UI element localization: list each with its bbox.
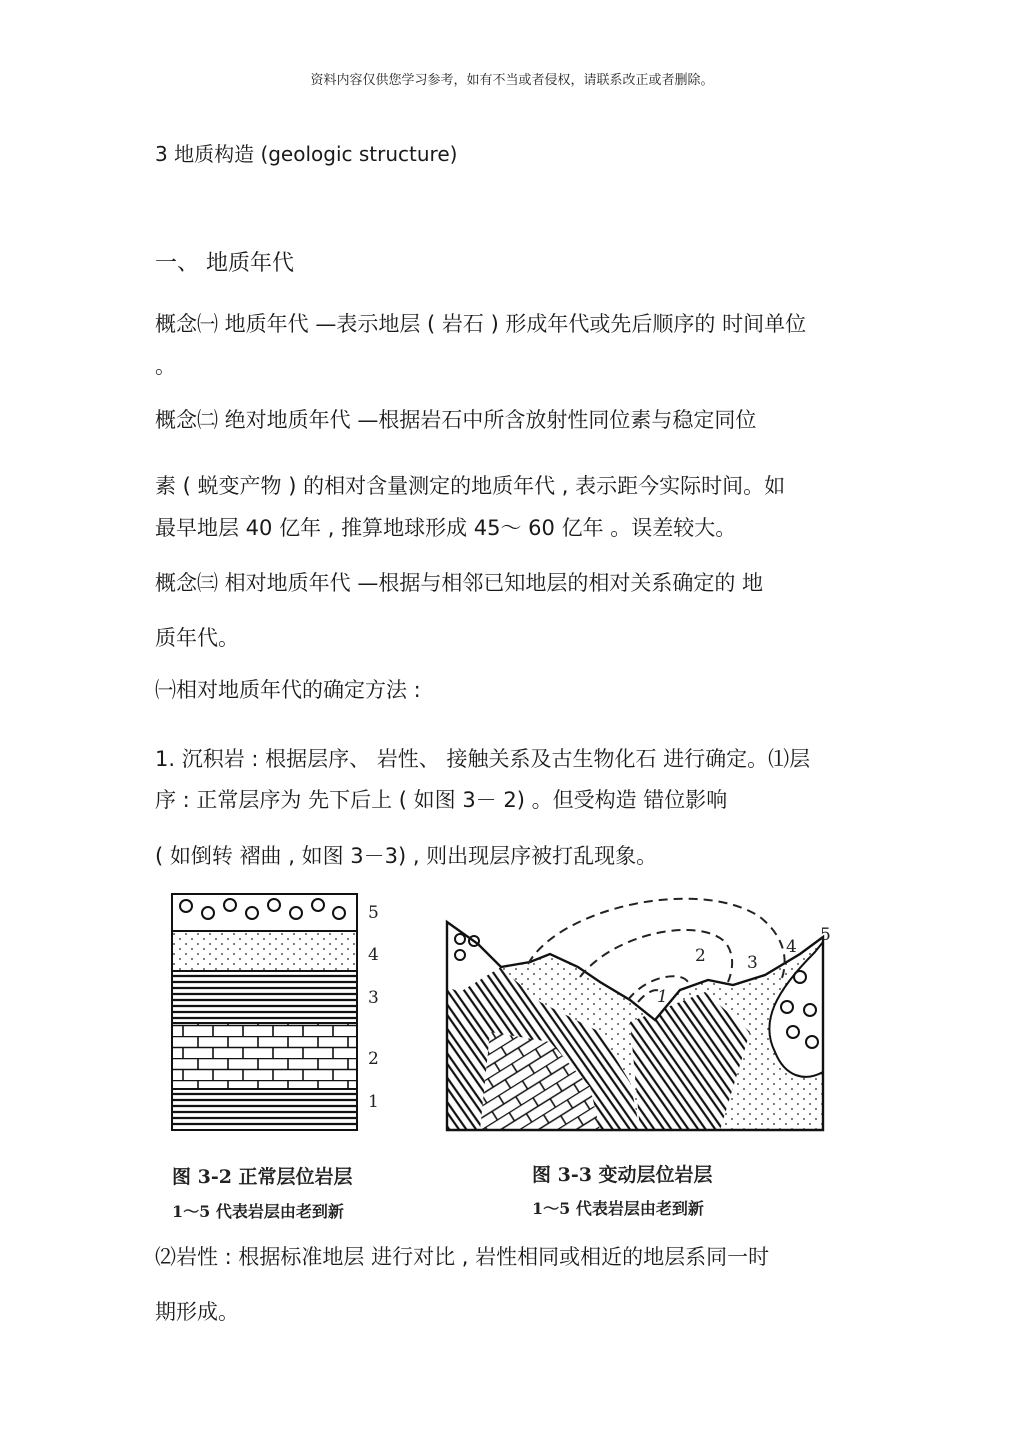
paragraph-line: 1. 沉积岩 : 根据层序、 岩性、 接触关系及古生物化石 进行确定。⑴层: [155, 747, 811, 771]
layer-label: 1: [368, 1092, 379, 1112]
chapter-title: 3 地质构造 (geologic structure): [155, 142, 458, 166]
paragraph-line: 概念㈢ 相对地质年代 —根据与相邻已知地层的相对关系确定的 地: [155, 571, 764, 595]
layer-label: 5: [368, 903, 379, 923]
paragraph-line: 质年代。: [155, 626, 239, 650]
page-header-notice: 资料内容仅供您学习参考，如有不当或者侵权，请联系改正或者删除。: [310, 73, 714, 88]
layer-label: 1: [657, 987, 668, 1007]
paragraph-line: ㈠相对地质年代的确定方法 :: [155, 678, 421, 702]
normal-strata-column: [172, 894, 357, 1130]
paragraph-line: 概念㈠ 地质年代 —表示地层 ( 岩石 ) 形成年代或先后顺序的 时间单位: [155, 312, 807, 336]
paragraph-line: ⑵岩性 : 根据标准地层 进行对比 , 岩性相同或相近的地层系同一时: [155, 1245, 770, 1269]
folded-strata-block: [447, 899, 823, 1130]
paragraph-line: 概念㈡ 绝对地质年代 —根据岩石中所含放射性同位素与稳定同位: [155, 408, 757, 432]
layer-label: 5: [820, 925, 831, 945]
paragraph-line: 序 : 正常层序为 先下后上 ( 如图 3－ 2) 。但受构造 错位影响: [155, 788, 728, 812]
paragraph-line: 。: [155, 354, 176, 378]
paragraph-line: 素 ( 蜕变产物 ) 的相对含量测定的地质年代 , 表示距今实际时间。如: [155, 474, 786, 498]
layer-label: 2: [368, 1049, 379, 1069]
layer-label: 3: [747, 953, 758, 973]
paragraph-line: ( 如倒转 褶曲 , 如图 3－3) , 则出现层序被打乱现象。: [155, 844, 658, 868]
layer-label: 3: [368, 988, 379, 1008]
geology-figure: [160, 882, 850, 1222]
figure-caption: 图 3-3 变动层位岩层: [532, 1164, 713, 1186]
section-heading: 一、 地质年代: [155, 251, 294, 276]
layer-label: 2: [695, 946, 706, 966]
figure-subcaption: 1～5 代表岩层由老到新: [532, 1199, 704, 1218]
figure-caption: 图 3-2 正常层位岩层: [172, 1166, 353, 1188]
paragraph-line: 期形成。: [155, 1300, 239, 1324]
layer-label: 4: [786, 937, 797, 957]
layer-label: 4: [368, 945, 379, 965]
paragraph-line: 最早地层 40 亿年 , 推算地球形成 45～ 60 亿年 。误差较大。: [155, 516, 737, 540]
figure-subcaption: 1～5 代表岩层由老到新: [172, 1202, 344, 1221]
